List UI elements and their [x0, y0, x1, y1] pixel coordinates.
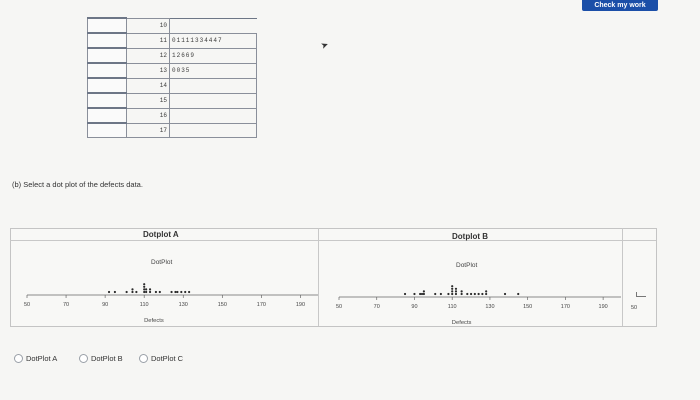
dot-point [434, 293, 436, 295]
x-tick-label: 50 [335, 304, 343, 310]
stem-leaf-row [88, 33, 257, 48]
radio-circle-a[interactable] [14, 354, 23, 363]
dot-point [504, 293, 506, 295]
leaf-cell [170, 93, 257, 108]
x-axis-label: Defects [451, 320, 472, 326]
stem-leaf-blank-cell [88, 33, 127, 48]
dot-point [159, 291, 161, 293]
dotplot-b-title: DotPlot [456, 262, 478, 269]
dot-point [413, 293, 415, 295]
stem-leaf-row [88, 78, 257, 93]
x-tick-label: 90 [102, 302, 109, 308]
stem-cell: 10 [127, 18, 170, 33]
x-tick-label: 150 [523, 304, 533, 310]
stem-leaf-blank-cell [88, 93, 127, 108]
dot-point [180, 291, 182, 293]
x-tick-label: 150 [217, 302, 227, 308]
dot-point [404, 293, 406, 295]
stem-leaf-row [88, 123, 257, 138]
stem-leaf-table [87, 17, 257, 138]
stem-leaf-row [88, 48, 257, 63]
dot-point [149, 291, 151, 293]
dot-point [455, 290, 457, 292]
x-tick-label: 130 [178, 302, 188, 308]
dot-point [481, 293, 483, 295]
dot-point [143, 288, 145, 290]
grid-column-divider-2 [622, 228, 623, 326]
stem-leaf-blank-cell [88, 108, 127, 123]
dot-point [170, 291, 172, 293]
dot-point [423, 293, 425, 295]
stem-cell: 12 [127, 48, 170, 63]
dot-point [131, 288, 133, 290]
dot-point [176, 291, 178, 293]
dotplot-c-axis-stub [636, 296, 646, 297]
stem-cell: 17 [127, 123, 170, 138]
leaf-cell: 0035 [170, 63, 257, 78]
dot-point [461, 290, 463, 292]
radio-dotplot-a[interactable] [14, 354, 57, 363]
stem-leaf-blank-cell [88, 63, 127, 78]
check-my-work-button[interactable]: Check my work [582, 0, 658, 11]
dot-point [114, 291, 116, 293]
stem-leaf-blank-cell [88, 48, 127, 63]
x-tick-label: 170 [256, 302, 266, 308]
dot-point [143, 283, 145, 285]
dot-point [108, 291, 110, 293]
radio-circle-b[interactable] [79, 354, 88, 363]
x-tick-label: 110 [447, 304, 457, 310]
radio-dotplot-c[interactable] [139, 354, 183, 363]
dot-point [466, 293, 468, 295]
dot-point [149, 288, 151, 290]
x-tick-label: 170 [560, 304, 570, 310]
dot-point [451, 290, 453, 292]
question-prompt: (b) Select a dot plot of the defects data. [12, 180, 143, 189]
dot-point [440, 293, 442, 295]
stem-cell: 14 [127, 78, 170, 93]
dot-point [451, 285, 453, 287]
leaf-cell: 01111334447 [170, 33, 257, 48]
stem-leaf-row [88, 93, 257, 108]
stem-leaf-row [88, 18, 257, 33]
radio-dotplot-b[interactable] [79, 354, 123, 363]
leaf-cell [170, 78, 257, 93]
stem-leaf-row [88, 108, 257, 123]
x-tick-label: 70 [373, 304, 380, 310]
dot-point [478, 293, 480, 295]
dotplot-a-title: DotPlot [151, 259, 173, 266]
x-tick-label: 50 [23, 302, 31, 308]
x-tick-label: 70 [63, 302, 70, 308]
dot-point [517, 293, 519, 295]
radio-dotplot-c-label: DotPlot C [151, 354, 184, 363]
leaf-cell [170, 18, 257, 33]
x-tick-label: 190 [295, 302, 306, 308]
leaf-cell: 12669 [170, 48, 257, 63]
dot-point [184, 291, 186, 293]
dot-point [451, 293, 453, 295]
dot-point [461, 293, 463, 295]
dot-point [143, 291, 145, 293]
dot-point [145, 291, 147, 293]
dot-point [470, 293, 472, 295]
stem-cell: 15 [127, 93, 170, 108]
dotplot-b-chart [319, 270, 621, 330]
dotplot-a-chart [10, 268, 318, 328]
grid-header-divider [10, 240, 656, 241]
dot-point [451, 288, 453, 290]
dot-point [421, 293, 423, 295]
header-dotplot-a: Dotplot A [143, 230, 179, 239]
dot-point [485, 290, 487, 292]
x-tick-label: 190 [598, 304, 608, 310]
radio-dotplot-b-label: DotPlot B [91, 354, 123, 363]
x-tick-label: 110 [139, 302, 149, 308]
dot-point [126, 291, 128, 293]
radio-circle-c[interactable] [139, 354, 148, 363]
dot-point [419, 293, 421, 295]
dotplot-c-axis-tick [636, 292, 637, 296]
leaf-cell [170, 108, 257, 123]
stem-cell: 16 [127, 108, 170, 123]
x-tick-label: 90 [411, 304, 418, 310]
dot-point [455, 293, 457, 295]
stem-leaf-blank-cell [88, 78, 127, 93]
stem-leaf-blank-cell [88, 123, 127, 138]
dot-point [174, 291, 176, 293]
header-dotplot-b: Dotplot B [452, 232, 488, 241]
dot-point [455, 288, 457, 290]
mouse-cursor-icon: ➤ [319, 39, 330, 52]
dot-point [485, 293, 487, 295]
dot-point [131, 291, 133, 293]
dot-point [135, 291, 137, 293]
radio-dotplot-a-label: DotPlot A [26, 354, 58, 363]
leaf-cell [170, 123, 257, 138]
x-axis-label: Defects [144, 318, 164, 324]
dotplot-c-tick-label: 50 [631, 305, 638, 311]
dot-point [143, 286, 145, 288]
stem-cell: 13 [127, 63, 170, 78]
dot-point [145, 288, 147, 290]
dot-point [188, 291, 190, 293]
dot-point [155, 291, 157, 293]
stem-leaf-row [88, 63, 257, 78]
stem-cell: 11 [127, 33, 170, 48]
x-tick-label: 130 [485, 304, 495, 310]
dot-point [447, 293, 449, 295]
dot-point [423, 290, 425, 292]
stem-leaf-blank-cell [88, 18, 127, 33]
dot-point [474, 293, 476, 295]
